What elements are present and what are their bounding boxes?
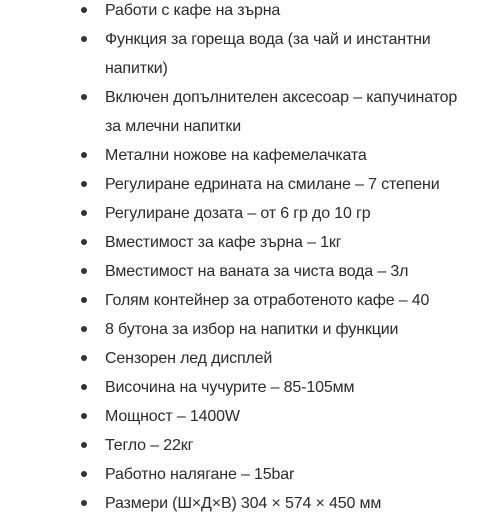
bullet-icon xyxy=(81,268,87,274)
list-item xyxy=(0,315,500,344)
list-item xyxy=(0,170,500,199)
list-item xyxy=(0,489,500,518)
list-item-text: Вместимост за кафе зърна – 1кг xyxy=(105,234,342,251)
list-item-text: Тегло – 22кг xyxy=(105,437,194,454)
bullet-icon xyxy=(81,239,87,245)
list-item-text: Функция за гореща вода (за чай и инстантни напитки) xyxy=(105,31,431,77)
list-item-text: Метални ножове на кафемелачката xyxy=(105,147,367,164)
bullet-icon xyxy=(81,413,87,419)
bullet-icon xyxy=(81,326,87,332)
list-item xyxy=(0,199,500,228)
list-item-text: Вместимост на ваната за чиста вода – 3л xyxy=(105,263,409,280)
list-item xyxy=(0,228,500,257)
bullet-icon xyxy=(81,7,87,13)
bullet-icon xyxy=(81,94,87,100)
list-item-text: Работи с кафе на зърна xyxy=(105,2,281,19)
list-item xyxy=(0,141,500,170)
bullet-icon xyxy=(81,355,87,361)
list-item xyxy=(0,257,500,286)
list-item-text: Височина на чучурите – 85-105мм xyxy=(105,379,355,396)
bullet-icon xyxy=(81,36,87,42)
bullet-icon xyxy=(81,442,87,448)
list-item-text: Сензорен лед дисплей xyxy=(105,350,273,367)
list-item xyxy=(0,83,500,141)
bullet-icon xyxy=(81,181,87,187)
list-item-text: Включен допълнителен аксесоар – капучинатор за млечни напитки xyxy=(105,89,458,135)
list-item xyxy=(0,286,500,315)
list-item-text: 8 бутона за избор на напитки и функции xyxy=(105,321,399,338)
list-item xyxy=(0,0,500,25)
list-item-text: Регулиране дозата – от 6 гр до 10 гр xyxy=(105,205,371,222)
list-item-text: Голям контейнер за отработеното кафе – 40 xyxy=(105,292,430,309)
list-item xyxy=(0,431,500,460)
list-item xyxy=(0,402,500,431)
list-item-text: Регулиране едрината на смилане – 7 степени xyxy=(105,176,440,193)
list-item xyxy=(0,373,500,402)
list-item-text: Размери (Ш×Д×В) 304 × 574 × 450 мм xyxy=(105,495,382,512)
list-item-text: Мощност – 1400W xyxy=(105,408,240,425)
list-item xyxy=(0,460,500,489)
list-item xyxy=(0,25,500,83)
bullet-icon xyxy=(81,500,87,506)
bullet-icon xyxy=(81,297,87,303)
list-item xyxy=(0,344,500,373)
bullet-icon xyxy=(81,152,87,158)
list-item-text: Работно налягане – 15bar xyxy=(105,466,295,483)
bullet-icon xyxy=(81,384,87,390)
bullet-icon xyxy=(81,210,87,216)
bullet-icon xyxy=(81,471,87,477)
